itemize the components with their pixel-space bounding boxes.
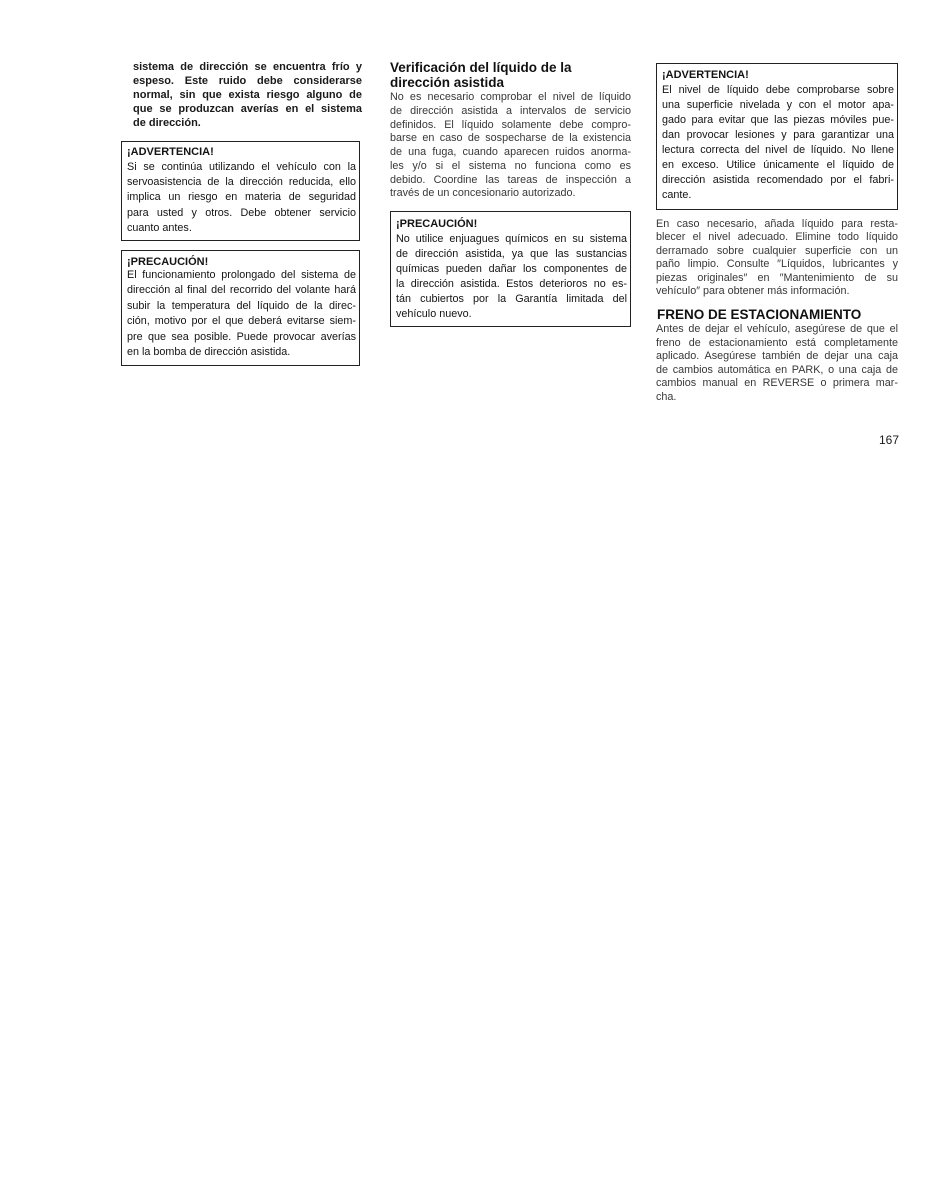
warning-text-line: Si se continúa utilizando el vehículo con la [127, 161, 356, 173]
caution-text-line: químicas pueden dañar los componentes de [396, 262, 627, 275]
warning-text-line: en exceso. Utilice únicamente el líquido de [662, 158, 894, 171]
body-text-line: cambios manual en REVERSE o primera mar- [656, 377, 898, 390]
warning-text-line: implica un riesgo en materia de seguridad [127, 191, 356, 204]
warning-text-line: cuanto antes. [127, 221, 192, 234]
warning-text-line: gado para evitar que las piezas móviles pue- [662, 113, 894, 126]
body-text-line: debido. Coordine las tareas de inspección a [390, 173, 631, 186]
caution-text-line: No utilice enjuagues químicos en su sistema [396, 232, 627, 245]
body-text-line: barse en caso de sospecharse de la existencia [390, 132, 631, 145]
warning-heading: ¡ADVERTENCIA! [127, 146, 214, 158]
fluid-check-paragraph [390, 91, 631, 201]
warning-text-line: cante. [662, 189, 692, 202]
caution-text-line: pre que sea posible. Puede provocar averías [127, 330, 356, 343]
refill-paragraph [656, 218, 898, 298]
warning-text-line: lectura correcta del nivel de líquido. No llene [662, 143, 894, 156]
warning-box-power-assist [121, 141, 360, 241]
caution-text-line: la dirección asistida. Estos deterioros no es- [396, 277, 627, 290]
body-text-line: de dirección asistida a intervalos de servicio [390, 104, 631, 117]
intro-text-line: de dirección. [133, 117, 201, 129]
body-text-line: Antes de dejar el vehículo, asegúrese de que el [656, 323, 898, 335]
section-title-line: Verificación del líquido de la [390, 60, 572, 75]
section-title-fluid-check [390, 60, 631, 90]
warning-heading: ¡ADVERTENCIA! [662, 69, 749, 81]
body-text-line: No es necesario comprobar el nivel de líquido [390, 91, 631, 103]
caution-text-line: de dirección asistida, ya que las sustancias [396, 247, 627, 260]
intro-text-line: sistema de dirección se encuentra frío y [133, 61, 362, 73]
warning-body [127, 160, 356, 236]
caution-box-chemical-flush [390, 211, 631, 327]
body-text-line: freno de estacionamiento está completamente [656, 336, 898, 349]
caution-heading: ¡PRECAUCIÓN! [396, 218, 478, 230]
section-title-parking-brake: FRENO DE ESTACIONAMIENTO [657, 307, 862, 322]
page-number: 167 [879, 433, 900, 447]
warning-body [662, 83, 894, 204]
caution-text-line: ción, motivo por el que deberá evitarse siem- [127, 315, 356, 328]
body-text-line: vehículo″ para obtener más información. [656, 285, 850, 298]
warning-text-line: El nivel de líquido debe comprobarse sobre [662, 83, 894, 96]
body-text-line: En caso necesario, añada líquido para resta- [656, 218, 898, 230]
section-title-line: dirección asistida [390, 75, 505, 90]
caution-text-line: vehículo nuevo. [396, 307, 472, 320]
warning-text-line: dan provocar lesiones y para garantizar una [662, 128, 894, 141]
body-text-line: de una fuga, cuando aparecen ruidos anorma- [390, 146, 631, 158]
intro-text-line: espeso. Este ruido debe considerarse [133, 75, 362, 87]
caution-box-steering-end [121, 250, 360, 366]
caution-text-line: dirección al final del recorrido del volante hará [127, 284, 356, 297]
body-text-line: paño limpio. Consulte ″Líquidos, lubricantes y [656, 258, 898, 271]
parking-brake-paragraph [656, 323, 898, 405]
body-text-line: piezas originales″ en ″Mantenimiento de su [656, 271, 898, 284]
body-text-line: blecer el nivel adecuado. Elimine todo líquido [656, 231, 898, 244]
intro-paragraph [133, 60, 362, 130]
caution-body [396, 232, 627, 322]
body-text-line: través de un concesionario autorizado. [390, 187, 576, 200]
intro-text-line: normal, sin que exista riesgo alguno de [133, 89, 362, 101]
warning-text-line: servoasistencia de la dirección reducida, ello [127, 176, 356, 189]
caution-body [127, 268, 356, 360]
warning-box-level-check [656, 63, 898, 210]
body-text-line: aplicado. Asegúrese también de dejar una caja [656, 350, 898, 363]
caution-text-line: subir la temperatura del líquido de la direc- [127, 299, 356, 312]
body-text-line: derramado sobre cualquier superficie con un [656, 244, 898, 257]
warning-text-line: dirección asistida recomendado por el fabri- [662, 174, 894, 187]
caution-text-line: El funcionamiento prolongado del sistema de [127, 269, 356, 281]
warning-text-line: para usted y otros. Debe obtener servicio [127, 206, 356, 219]
body-text-line: definidos. El líquido solamente debe compro- [390, 118, 631, 131]
caution-heading: ¡PRECAUCIÓN! [127, 256, 209, 268]
warning-text-line: una superficie nivelada y con el motor apa- [662, 98, 894, 111]
body-text-line: cha. [656, 390, 677, 403]
intro-text-line: que se produzcan averías en el sistema [133, 103, 362, 115]
caution-text-line: tán cubiertos por la Garantía limitada del [396, 292, 627, 305]
body-text-line: les y/o si el sistema no funciona como es [390, 159, 631, 172]
body-text-line: de cambios automática en PARK, o una caja de [656, 363, 898, 376]
caution-text-line: en la bomba de dirección asistida. [127, 346, 291, 359]
